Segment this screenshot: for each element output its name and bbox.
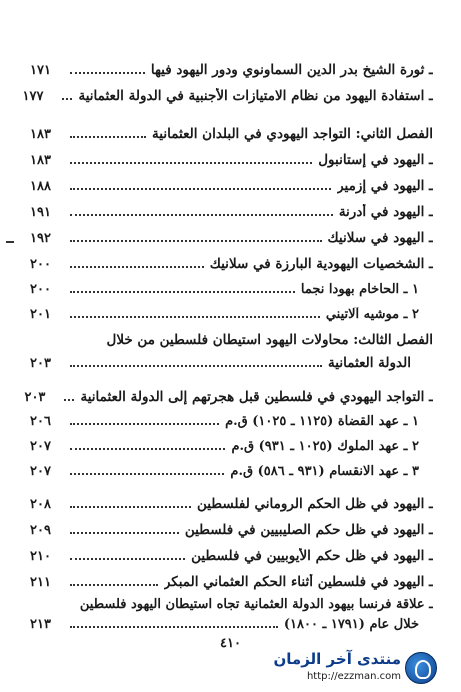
chapter-title-cont: الدولة العثمانية [328,355,411,371]
entry-title: ـ اليهود في سلانيك [327,230,433,246]
entry-page: ١٨٣ [30,153,51,168]
entry-title: ـ اليهود في ظل الحكم الروماني لفلسطين [196,496,433,512]
watermark-name: منتدى آخر الزمان [273,650,401,668]
toc-entry [30,574,433,590]
leader-dots [70,160,312,164]
entry-page: ٢٠١ [30,307,51,322]
entry-page: ٢٠٣ [30,356,51,371]
leader-dots [70,264,204,268]
toc-chapter [30,126,433,142]
subentry-title: ٣ ـ عهد الانقسام (٩٣١ ـ ٥٨٦) ق.م [230,464,419,479]
entry-page: ١٧١ [30,63,51,78]
entry-page: ٢١٣ [30,617,51,632]
toc-entry-head [30,597,433,612]
entry-page: ١٩٢ [30,231,51,246]
toc-entry [30,496,433,512]
leader-dots [70,134,146,138]
entry-page: ٢١٠ [30,549,51,564]
entry-page: ٢٠٦ [30,414,51,429]
entry-page: ١٩١ [30,205,51,220]
forum-watermark[interactable] [265,650,437,688]
subentry-title: ٢ ـ موشيه آلاتيني [325,307,419,322]
entry-page: ٢٠٧ [30,464,51,479]
entry-page: ٢٠٩ [30,523,51,538]
leader-dots [62,96,72,100]
entry-page: ١٧٧ [22,89,44,104]
toc-subentry [30,464,433,479]
entry-page: ٢٠٧ [30,439,51,454]
entry-page: ١٨٨ [30,179,51,194]
entry-title: ـ علاقة فرنسا بيهود الدولة العثمانية تجاه استيطان اليهود فلسطين [79,597,433,612]
entry-page: ٢٠٠ [30,282,51,297]
toc-entry [30,62,433,78]
toc-entry-cont [30,617,433,632]
entry-page: ٢٠٣ [24,390,46,405]
leader-dots [70,238,322,242]
toc-entry [30,178,433,194]
leader-dots [70,70,145,74]
toc-subentry [30,439,433,454]
leader-dots [70,363,322,367]
leader-dots [70,471,224,475]
entry-title: ـ اليهود في إزمير [337,178,433,194]
leader-dots [70,530,179,534]
entry-title: ـ اليهود في ظل حكم الصليبيين في فلسطين [184,522,433,538]
leader-dots [70,624,278,628]
chapter-title: الفصل الثاني: التواجد اليهودي في البلدان العثمانية [152,126,433,142]
watermark-url[interactable]: http://ezzman.com [306,671,401,682]
toc-entry [22,88,433,104]
toc-subentry [30,307,433,322]
toc-entry [30,548,433,564]
entry-title: ـ استفادة اليهود من نظام الامتيازات الأجنبية في الدولة العثمانية [78,88,433,104]
leader-dots [70,289,295,293]
entry-title: ـ ثورة الشيخ بدر الدين السماونوي ودور اليهود فيها [150,62,433,78]
leader-dots [64,397,74,401]
entry-title: ـ اليهود في أدرنة [338,204,433,220]
toc-entry [30,256,433,272]
entry-page: ٢١١ [30,575,51,590]
leader-dots [70,212,333,216]
entry-page: ١٨٣ [30,127,51,142]
entry-title-cont: خلال عام (١٧٩١ ـ ١٨٠٠) [283,617,419,632]
entry-page: ٢٠٠ [30,257,51,272]
entry-title: ـ التواجد اليهودي في فلسطين قبل هجرتهم إلى الدولة العثمانية [80,389,433,405]
toc-entry [30,522,433,538]
chapter-title: الفصل الثالث: محاولات اليهود استيطان فلسطين من خلال [106,332,433,348]
leader-dots [70,421,219,425]
leader-dots [70,504,191,508]
subentry-title: ١ ـ عهد القضاة (١١٢٥ ـ ١٠٢٥) ق.م [225,414,419,429]
toc-subentry [30,282,433,297]
subentry-title: ١ ـ الحاخام بهودا نجما [300,282,419,297]
toc-chapter-cont [30,355,433,371]
leader-dots [70,186,331,190]
subentry-title: ٢ ـ عهد الملوك (١٠٢٥ ـ ٩٣١) ق.م [231,439,419,454]
toc-entry [30,204,433,220]
entry-title: ـ الشخصيات اليهودية البارزة في سلانيك [209,256,433,272]
leader-dots [70,582,158,586]
toc-entry [30,230,433,246]
toc-entry [30,152,433,168]
entry-page: ٢٠٨ [30,497,51,512]
margin-mark [6,241,14,243]
entry-title: ـ اليهود في فلسطين أثناء الحكم العثماني المبكر [163,574,433,590]
toc-chapter-head [30,332,433,348]
toc-entry [24,389,433,405]
page-number: ٤١٠ [220,636,241,651]
toc-subentry [30,414,433,429]
entry-title: ـ اليهود في إستانبول [318,152,433,168]
leader-dots [70,446,225,450]
leader-dots [70,314,320,318]
forum-logo-icon [405,652,437,684]
leader-dots [70,556,185,560]
entry-title: ـ اليهود في ظل حكم الأيوبيين في فلسطين [191,548,433,564]
